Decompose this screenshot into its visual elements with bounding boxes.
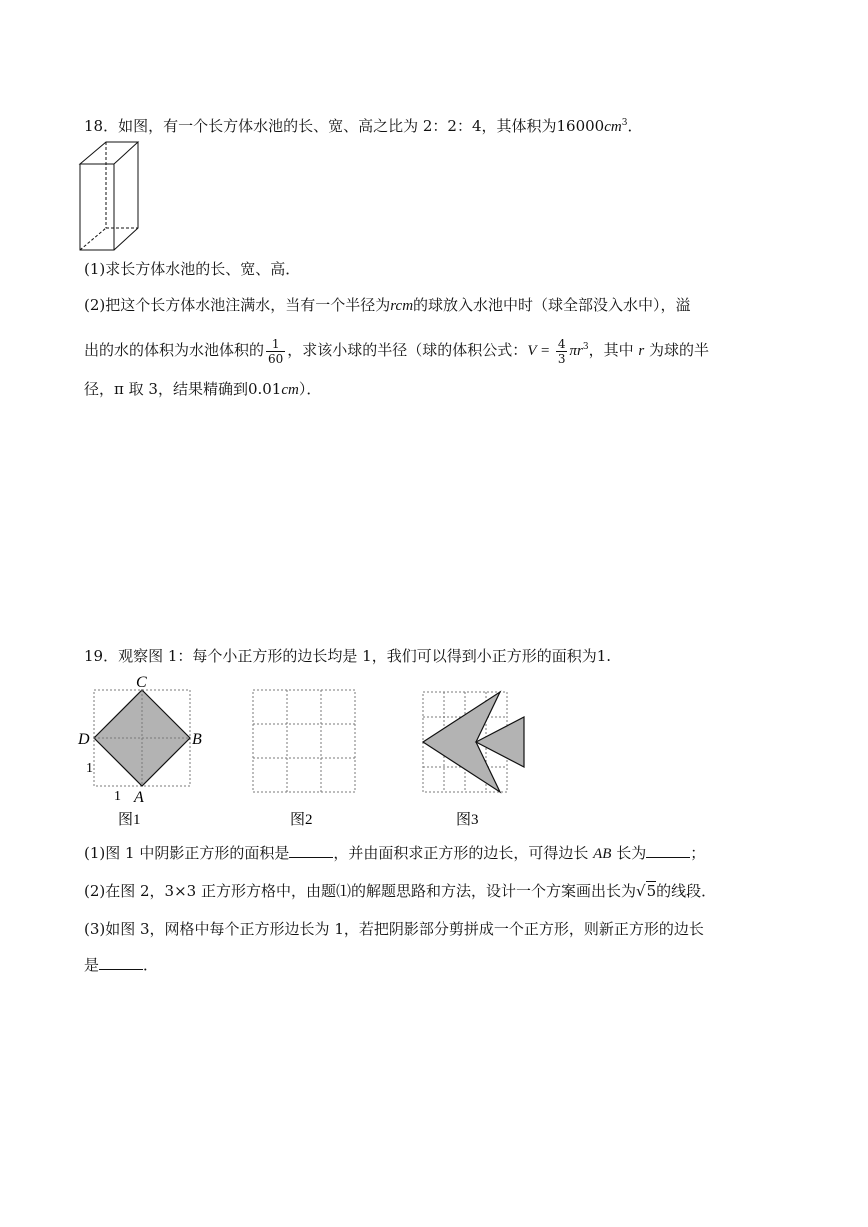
q18-radius-var: rcm xyxy=(390,298,414,314)
q19-part1-text-b: ，并由面积求正方形的边长，可得边长 xyxy=(333,844,589,862)
q18-fraction-num: 1 xyxy=(266,337,285,352)
fig1-label-d: D xyxy=(78,731,90,748)
q19-part3-line1: (3)如图 3，网格中每个正方形边长为 1，若把阴影部分剪拼成一个正方形，则新正方形的边长 xyxy=(84,920,704,938)
q19-sqrt-value: 5 xyxy=(646,882,657,900)
q18-formula-den: 3 xyxy=(557,351,566,366)
q19-part2-text-a: (2)在图 2，3×3 正方形方格中，由题⑴的解题思路和方法，设计一个方案画出长为 xyxy=(84,882,636,900)
fig2-caption: 图2 xyxy=(290,812,313,828)
cuboid-figure xyxy=(78,140,142,252)
q18-stem-text: 如图，有一个长方体水池的长、宽、高之比为 2：2：4，其体积为 xyxy=(118,117,557,135)
q19-part2-text-b: 的线段． xyxy=(656,882,717,900)
q18-fraction xyxy=(266,337,285,366)
fig1-label-a: A xyxy=(134,789,144,806)
q19-part1-end: ； xyxy=(690,844,706,862)
q19-part1 xyxy=(84,842,705,865)
q19-part1-text-a: (1)图 1 中阴影正方形的面积是 xyxy=(84,844,290,862)
q18-part2-line2 xyxy=(84,330,709,368)
fig1-side-label-bottom: 1 xyxy=(114,789,121,804)
q18-stem xyxy=(84,112,642,138)
fig1-caption: 图1 xyxy=(118,812,141,828)
q18-part1: (1)求长方体水池的长、宽、高． xyxy=(84,260,301,278)
q18-volume-exp: 3 xyxy=(621,118,628,128)
q18-part2-text-h: ）． xyxy=(298,380,322,398)
q19-part1-var-ab: AB xyxy=(593,846,612,862)
figure-3 xyxy=(420,674,530,834)
q19-part1-blank-area xyxy=(289,843,333,858)
q18-part2-text-b: 的球放入水池中时（球全部没入水中），溢 xyxy=(413,296,691,314)
q18-volume-unit: cm xyxy=(604,119,622,135)
q18-part2-text-e: ，其中 xyxy=(588,341,634,359)
q18-stem-end: ． xyxy=(627,117,643,135)
cuboid-top-face xyxy=(80,142,138,164)
q18-part2-text-a: (2)把这个长方体水池注满水，当有一个半径为 xyxy=(84,296,391,314)
q18-part2-text-g: 径，π 取 3，结果精确到 xyxy=(84,380,248,398)
fig3-caption: 图3 xyxy=(456,812,479,828)
q19-number: 19． xyxy=(84,647,119,665)
fig1-label-b: B xyxy=(192,731,202,748)
q18-precision-unit: cm xyxy=(281,382,299,398)
q18-volume-value: 16000 xyxy=(556,117,605,135)
q18-formula-tail: πr xyxy=(569,343,583,359)
cuboid-hidden-edge-bottom xyxy=(80,228,106,250)
q19-sqrt-sign: √ xyxy=(636,882,646,900)
q19-part3-text-b: ． xyxy=(143,956,159,974)
q19-part3-text-a: 是 xyxy=(84,956,100,974)
q19-stem-text: 观察图 1：每个小正方形的边长均是 1，我们可以得到小正方形的面积为1. xyxy=(118,647,612,665)
q19-part1-blank-length xyxy=(646,843,690,858)
cuboid-front-face xyxy=(80,164,114,250)
figure-2 xyxy=(250,674,360,834)
q19-part1-text-c: 长为 xyxy=(616,844,647,862)
fig1-label-c: C xyxy=(136,674,147,691)
fig2-grid-border xyxy=(253,690,355,792)
q18-fraction-den: 60 xyxy=(268,351,284,366)
q19-part3-blank xyxy=(99,955,143,970)
q19-part2 xyxy=(84,880,716,902)
q19-stem xyxy=(84,645,611,667)
q19-part3-line2 xyxy=(84,954,158,976)
q18-formula-fraction xyxy=(556,337,568,366)
figure-1 xyxy=(78,674,228,834)
q18-formula-num: 4 xyxy=(557,336,566,351)
q18-r-var: r xyxy=(638,343,645,359)
q18-part2-text-f: 为球的半 xyxy=(648,341,709,359)
q18-part2-line3 xyxy=(84,378,321,401)
q18-number: 18． xyxy=(84,117,119,135)
q18-part2-text-d: ，求该小球的半径（球的体积公式： xyxy=(287,341,528,359)
q18-part2-line1 xyxy=(84,294,691,317)
fig1-side-label-left: 1 xyxy=(86,761,93,776)
q18-formula-exp: 3 xyxy=(582,342,589,352)
q18-precision-value: 0.01 xyxy=(247,380,282,398)
q18-formula-v: V = xyxy=(527,343,554,359)
q18-part2-text-c: 出的水的体积为水池体积的 xyxy=(84,341,265,359)
cuboid-right-face xyxy=(114,142,138,250)
